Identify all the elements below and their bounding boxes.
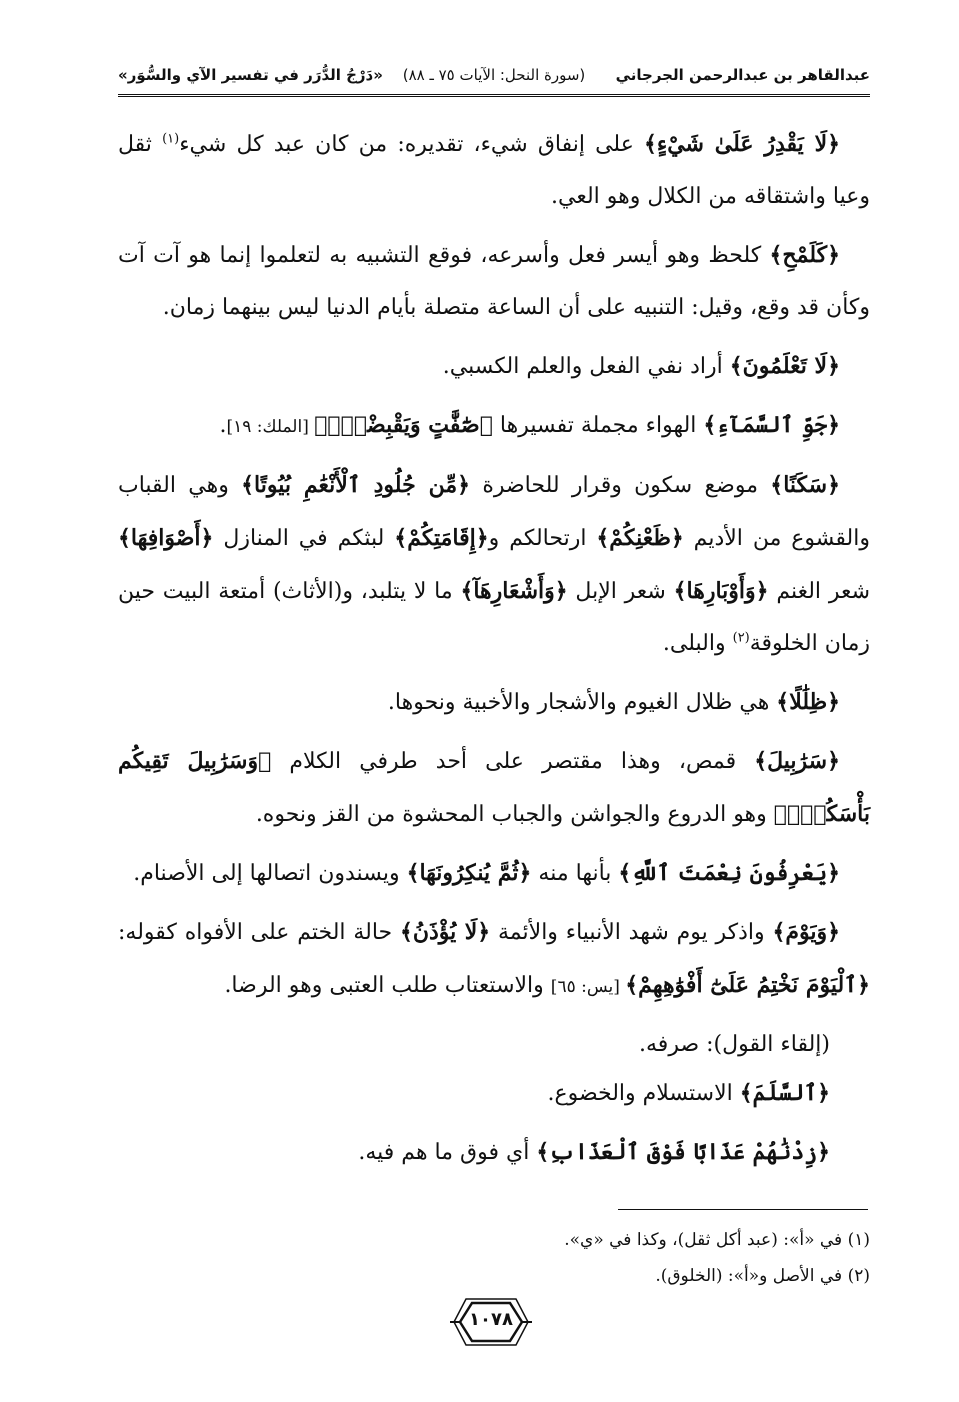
quran-quote: ﴿ظِلَٰلًا﴾ — [776, 689, 840, 715]
quran-quote: ﴿ظَعْنِكُمْ﴾ — [596, 525, 684, 551]
paragraph-3 — [118, 340, 870, 393]
running-header — [118, 60, 870, 96]
footnote-marker: (٢) — [732, 630, 750, 646]
commentary-text: بأنها منه — [531, 861, 619, 886]
commentary-text: أي فوق ما هم فيه. — [358, 1140, 537, 1165]
header-author: عبدالقاهر بن عبدالرحمن الجرجاني — [615, 66, 870, 84]
paragraph-6 — [118, 676, 870, 729]
commentary-text: (إلقاء القول): صرفه. — [639, 1032, 830, 1057]
commentary-text: وهو الدروع والجواشن والجباب المحشوة من القز ونحوه. — [255, 802, 774, 827]
quran-quote: ﴿كَلَمْحِ﴾ — [769, 242, 840, 268]
quran-quote: ﴿زِدْنَٰهُمْ عَذَابًا فَوْقَ ٱلْعَذَابِ﴾ — [536, 1139, 830, 1165]
commentary-text: . — [219, 413, 227, 438]
quran-quote: ﴿ٱلسَّلَمَ﴾ — [739, 1080, 830, 1106]
paragraph-1 — [118, 118, 870, 223]
commentary-text: والبلى. — [662, 631, 733, 656]
quran-quote: ﴿سَرَٰبِيلَ﴾ — [754, 748, 841, 774]
quran-quote: ﴿مِّن جُلُودِ ٱلْأَنْعَٰمِ بُيُوتًا﴾ — [241, 472, 471, 498]
quran-quote: ﴿سَكَنًا﴾ — [770, 472, 841, 498]
short-line-3 — [118, 1126, 870, 1179]
header-surah-range: (سورة النحل: الآيات ٧٥ ـ ٨٨) — [402, 66, 586, 84]
main-text — [118, 118, 870, 1185]
footnote-2: (٢) في الأصل و«أ»: (الخلوق). — [655, 1266, 870, 1286]
commentary-text: الاستسلام والخضوع. — [547, 1081, 740, 1106]
commentary-text: لبثكم في المنازل — [213, 526, 395, 551]
page-number: ١٠٧٨ — [469, 1309, 513, 1330]
quran-quote: ﴿لَا يُؤْذَنُ﴾ — [399, 919, 491, 945]
commentary-text: حالة الختم على الأفواه كقوله: — [118, 920, 400, 945]
quran-quote: ﴿لَا تَعْلَمُونَ﴾ — [729, 353, 840, 379]
paragraph-7 — [118, 735, 870, 841]
verse-reference: [يس: ٦٥] — [550, 977, 626, 997]
short-line-2 — [118, 1067, 870, 1120]
quran-quote: ﴿ٱلْيَوْمَ نَخْتِمُ عَلَىٰٓ أَفْوَٰهِهِمْ﴾ — [625, 972, 870, 998]
footnotes — [118, 1222, 870, 1294]
commentary-text: وهي القباب والقشوع من الأديم — [118, 473, 870, 551]
commentary-text: كلحظ وهو أيسر فعل وأسرعه، فوقع التشبيه به لتعلموا إنما هو آت آت وكأن قد وقع، وقيل: التنبيه على أن الساعة متصلة بأيام الدنيا ليس بينهما زمان. — [118, 243, 870, 320]
commentary-text: ما لا يتلبد، و(الأثاث) أمتعة البيت حين زمان الخلوقة — [118, 579, 870, 656]
commentary-text: هي ظلال الغيوم والأشجار والأخبية ونحوها. — [387, 690, 777, 715]
commentary-text: شعر الإبل — [567, 579, 674, 604]
paragraph-8 — [118, 847, 870, 900]
header-divider — [118, 94, 870, 97]
quran-quote: ﴿جَوِّ ٱلسَّمَآءِ﴾ — [703, 412, 840, 438]
commentary-text: موضع سكون وقرار للحاضرة — [470, 473, 771, 498]
commentary-text: ثقل وعيا واشتقاقه من الكلال وهو العي. — [118, 132, 870, 209]
quran-quote: ﴿وَسَرَٰبِيلَ تَقِيكُم بَأْسَكُمْۚ﴾ — [118, 748, 870, 827]
quran-quote: ﴿وَيَوْمَ﴾ — [772, 919, 840, 945]
quran-quote: ﴿إِقَامَتِكُمْ﴾ — [394, 525, 489, 551]
page-number-ornament — [450, 1297, 532, 1347]
quran-quote: ﴿ثُمَّ يُنكِرُونَهَا﴾ — [406, 860, 532, 886]
commentary-text: والاستعتاب طلب العتبى وهو الرضا. — [224, 973, 551, 998]
commentary-text: قمص، وهذا مقتصر على أحد طرفي الكلام — [271, 749, 755, 774]
quran-quote: ﴿وَأَوْبَارِهَا﴾ — [673, 578, 769, 604]
quran-quote: ﴿صَٰٓفَّٰتٍ وَيَقْبِضْنَۚ﴾ — [314, 412, 493, 438]
paragraph-4 — [118, 399, 870, 453]
footnote-1: (١) في «أ»: (عبد أكل ثقل)، وكذا في «ي». — [564, 1230, 870, 1250]
quran-quote: ﴿أَصْوَافِهَا﴾ — [118, 525, 214, 551]
commentary-text: ارتحالكم و — [488, 526, 597, 551]
footnote-divider — [618, 1209, 868, 1210]
paragraph-2 — [118, 229, 870, 334]
footnote-marker: (١) — [162, 131, 180, 147]
commentary-text: شعر الغنم — [768, 579, 871, 604]
commentary-text: واذكر يوم شهد الأنبياء والأئمة — [490, 920, 773, 945]
short-line-1 — [118, 1019, 870, 1071]
verse-reference: [الملك: ١٩] — [226, 417, 315, 437]
commentary-text: على إنفاق شيء، تقديره: من كان عبد كل شيء — [179, 132, 644, 157]
header-book-title: «دَرْجُ الدُّرَر في تفسير الآي والسُّوَر» — [118, 66, 383, 84]
commentary-text: الهواء مجملة تفسيرها — [492, 413, 704, 438]
paragraph-5 — [118, 459, 870, 670]
quran-quote: ﴿لَا يَقْدِرُ عَلَىٰ شَيْءٍ﴾ — [643, 131, 841, 157]
quran-quote: ﴿يَعْرِفُونَ نِعْمَتَ ٱللَّهِ﴾ — [618, 860, 840, 886]
commentary-text: أراد نفي الفعل والعلم الكسبي. — [442, 354, 730, 379]
quran-quote: ﴿وَأَشْعَارِهَآ﴾ — [460, 578, 568, 604]
paragraph-9 — [118, 906, 870, 1013]
commentary-text: ويسندون اتصالها إلى الأصنام. — [133, 861, 407, 886]
